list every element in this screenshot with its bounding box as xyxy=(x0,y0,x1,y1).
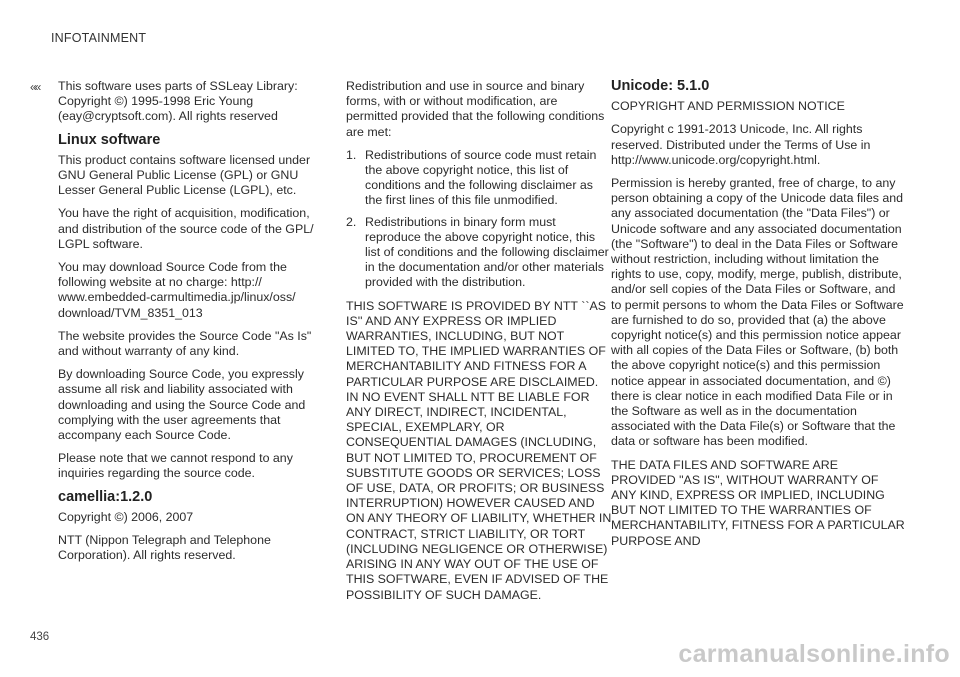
section-header: INFOTAINMENT xyxy=(51,31,147,45)
notice-title: COPYRIGHT AND PERMISSION NOTICE xyxy=(611,99,845,114)
linux-paragraph: You have the right of acquisition, modification, and distribution of the source code of the GPL/ LGPL software. xyxy=(58,206,314,251)
redistribution-intro: Redistribution and use in source and binary forms, with or without modification, are permitted provided that the following conditions are met: xyxy=(346,79,605,139)
list-item xyxy=(346,215,612,291)
unicode-heading: Unicode: 5.1.0 xyxy=(611,78,710,94)
camellia-heading: camellia:1.2.0 xyxy=(58,488,153,505)
linux-heading: Linux software xyxy=(58,131,161,148)
previous-page-icon[interactable]: «« xyxy=(30,80,40,94)
column-2 xyxy=(346,79,612,611)
linux-paragraph: Please note that we cannot respond to any inquiries regarding the source code. xyxy=(58,451,293,481)
page-number: 436 xyxy=(30,631,50,643)
unicode-paragraph: Permission is hereby granted, free of charge, to any person obtaining a copy of the Unicode data files and any associated documentation (the "Data Files") or Unicode software and any associated documentation (the "Software") to deal in the Data Files or Software without restriction, including without limitation the rights to use, copy, modify, merge, publish, distribute, and/or sell copies of the Data Files or Software, and to permit persons to whom the Data Files or Software are furnished to do so, provided that (a) the above copyright notice(s) and this permission notice appear with all copies of the Data Files or Software, (b) both the above copyright notice(s) and this permission notice appear in associated documentation, and ©) there is clear notice in each modified Data File or in the Software as well as in the documentation associated with the Data File(s) or Software that the data or software has been modified. xyxy=(611,176,904,449)
list-number: 1. xyxy=(346,147,357,162)
column-1 xyxy=(58,79,320,571)
list-text: Redistributions of source code must retain the above copyright notice, this list of conditions and the following disclaimer as the first lines of this file unmodified. xyxy=(365,147,597,208)
list-number: 2. xyxy=(346,214,357,229)
list-text: Redistributions in binary form must reproduce the above copyright notice, this list of conditions and the following disclaimer in the documentation and/or other materials provided with the distribution. xyxy=(365,214,609,290)
unicode-paragraph: THE DATA FILES AND SOFTWARE ARE PROVIDED "AS IS", WITHOUT WARRANTY OF ANY KIND, EXPRESS OR IMPLIED, INCLUDING BUT NOT LIMITED TO THE WARRANTIES OF MERCHANTABILITY, FITNESS FOR A PARTICULAR PURPOSE AND xyxy=(611,457,905,548)
list-item xyxy=(346,148,612,209)
ssleay-notice: This software uses parts of SSLeay Library: Copyright ©) 1995-1998 Eric Young (eay@cryptsoft.com). All rights reserved xyxy=(58,79,298,124)
linux-paragraph: This product contains software licensed under GNU General Public License (GPL) or GNU Lesser General Public License (LGPL), etc. xyxy=(58,152,311,198)
unicode-paragraph: Copyright c 1991-2013 Unicode, Inc. All rights reserved. Distributed under the Terms of Use in http://www.unicode.org/copyright.html. xyxy=(611,122,871,167)
camellia-paragraph: Copyright ©) 2006, 2007 xyxy=(58,509,194,524)
camellia-paragraph: NTT (Nippon Telegraph and Telephone Corporation). All rights reserved. xyxy=(58,533,271,563)
watermark: carmanualsonline.info xyxy=(678,640,950,668)
linux-paragraph: You may download Source Code from the following website at no charge: http:// www.embedded-carmultimedia.jp/linux/oss/ download/TVM_8351_013 xyxy=(58,260,296,320)
linux-paragraph: By downloading Source Code, you expressly assume all risk and liability associated with downloading and using the Source Code and complying with the user agreements that accompany each Source Code. xyxy=(58,367,306,443)
column-3 xyxy=(611,79,906,557)
warranty-disclaimer: THIS SOFTWARE IS PROVIDED BY NTT ``AS IS'' AND ANY EXPRESS OR IMPLIED WARRANTIES, INCLUDING, BUT NOT LIMITED TO, THE IMPLIED WARRANTIES OF MERCHANTABILITY AND FITNESS FOR A PARTICULAR PURPOSE ARE DISCLAIMED. IN NO EVENT SHALL NTT BE LIABLE FOR ANY DIRECT, INDIRECT, INCIDENTAL, SPECIAL, EXEMPLARY, OR CONSEQUENTIAL DAMAGES (INCLUDING, BUT NOT LIMITED TO, PROCUREMENT OF SUBSTITUTE GOODS OR SERVICES; LOSS OF USE, DATA, OR PROFITS; OR BUSINESS INTERRUPTION) HOWEVER CAUSED AND ON ANY THEORY OF LIABILITY, WHETHER IN CONTRACT, STRICT LIABILITY, OR TORT (INCLUDING NEGLIGENCE OR OTHERWISE) ARISING IN ANY WAY OUT OF THE USE OF THIS SOFTWARE, EVEN IF ADVISED OF THE POSSIBILITY OF SUCH DAMAGE. xyxy=(346,298,612,602)
conditions-list xyxy=(346,148,612,291)
linux-paragraph: The website provides the Source Code "As Is" and without warranty of any kind. xyxy=(58,328,312,359)
